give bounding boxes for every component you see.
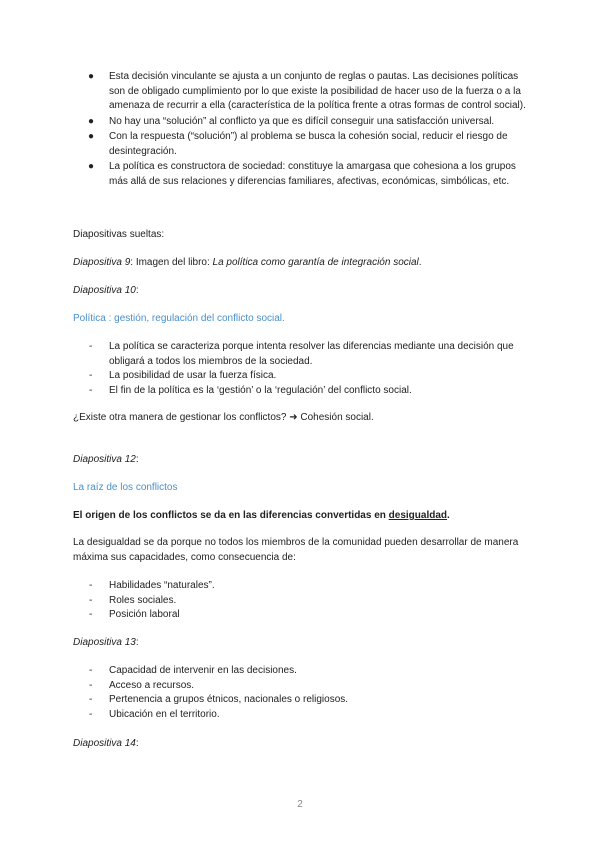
list-item: ● Esta decisión vinculante se ajusta a un conjunto de reglas o pautas. Las decisiones políticas son de obligado cumplimiento por lo que existe la posibilidad de hacer uso de la fuerza o a la amenaza de recurrir a ella (característica de la política frente a otras formas de control social).	[88, 71, 526, 111]
slide12-paragraph: La desigualdad se da porque no todos los miembros de la comunidad pueden desarrollar de manera máxima sus capacidades, como consecuencia de:	[73, 537, 519, 563]
dash-icon: -	[89, 580, 93, 591]
page-number: 2	[297, 799, 303, 810]
slide12-statement: El origen de los conflictos se da en las diferencias convertidas en desigualdad.	[73, 510, 450, 521]
slide9-label: Diapositiva 9	[73, 257, 131, 268]
slide13-label: Diapositiva 13:	[73, 637, 139, 648]
slide9-book-title: La política como garantía de integración social	[212, 257, 419, 268]
list-item: - Roles sociales.	[73, 594, 533, 609]
list-item: ● No hay una “solución” al conflicto ya que es difícil conseguir una satisfacción universal.	[73, 115, 533, 130]
list-item: - El fin de la política es la ‘gestión’ o la ‘regulación’ del conflicto social.	[73, 384, 533, 399]
dash-icon: -	[89, 384, 93, 396]
list-item: - La posibilidad de usar la fuerza física.	[73, 369, 533, 384]
slide12-list	[73, 579, 533, 623]
dash-icon: -	[89, 594, 93, 606]
dash-icon: -	[89, 694, 93, 705]
slide13-list	[73, 664, 533, 722]
dash-icon: -	[89, 708, 93, 720]
dash-icon: -	[89, 341, 93, 352]
slide12-label: Diapositiva 12:	[73, 454, 139, 465]
list-item: - Habilidades “naturales”.	[73, 579, 533, 594]
list-item: ● Con la respuesta (“solución”) al problema se busca la cohesión social, reducir el riesgo de desintegración.	[88, 131, 508, 157]
bullet-icon: ●	[88, 161, 95, 172]
desigualdad-underlined: desigualdad	[388, 510, 448, 521]
intro-bullet-list	[73, 70, 533, 190]
slide10-question: ¿Existe otra manera de gestionar los conflictos? ➜ Cohesión social.	[73, 412, 374, 423]
bullet-icon: ●	[88, 131, 95, 142]
dash-icon: -	[89, 679, 93, 691]
dash-icon: -	[89, 665, 93, 676]
list-item: - Acceso a recursos.	[73, 679, 533, 694]
slide10-label: Diapositiva 10:	[73, 285, 139, 296]
slide14-label: Diapositiva 14:	[73, 738, 139, 749]
list-item: - Pertenencia a grupos étnicos, nacionales o religiosos.	[73, 693, 533, 708]
list-item: - Capacidad de intervenir en las decisiones.	[73, 664, 533, 679]
slide9-line: Diapositiva 9: Imagen del libro: La política como garantía de integración social.	[73, 257, 422, 268]
slide10-list	[73, 340, 533, 398]
dash-icon: -	[89, 370, 93, 381]
dash-icon: -	[89, 609, 93, 620]
list-item: - Ubicación en el territorio.	[73, 708, 533, 723]
loose-slides-label: Diapositivas sueltas:	[73, 229, 165, 240]
list-item: - La política se caracteriza porque intenta resolver las diferencias mediante una decisión que obligará a todos los miembros de la sociedad.	[89, 341, 514, 367]
bullet-icon: ●	[88, 115, 95, 127]
list-item: ● La política es constructora de sociedad: constituye la amargasa que cohesiona a los grupos más allá de sus relaciones y diferencias familiares, afectivas, económicas, simbólicas, etc.	[88, 161, 516, 187]
slide10-heading: Política : gestión, regulación del conflicto social.	[73, 313, 285, 324]
bullet-icon: ●	[88, 71, 95, 82]
slide12-heading: La raíz de los conflictos	[73, 482, 178, 493]
list-item: - Posición laboral	[73, 608, 533, 623]
